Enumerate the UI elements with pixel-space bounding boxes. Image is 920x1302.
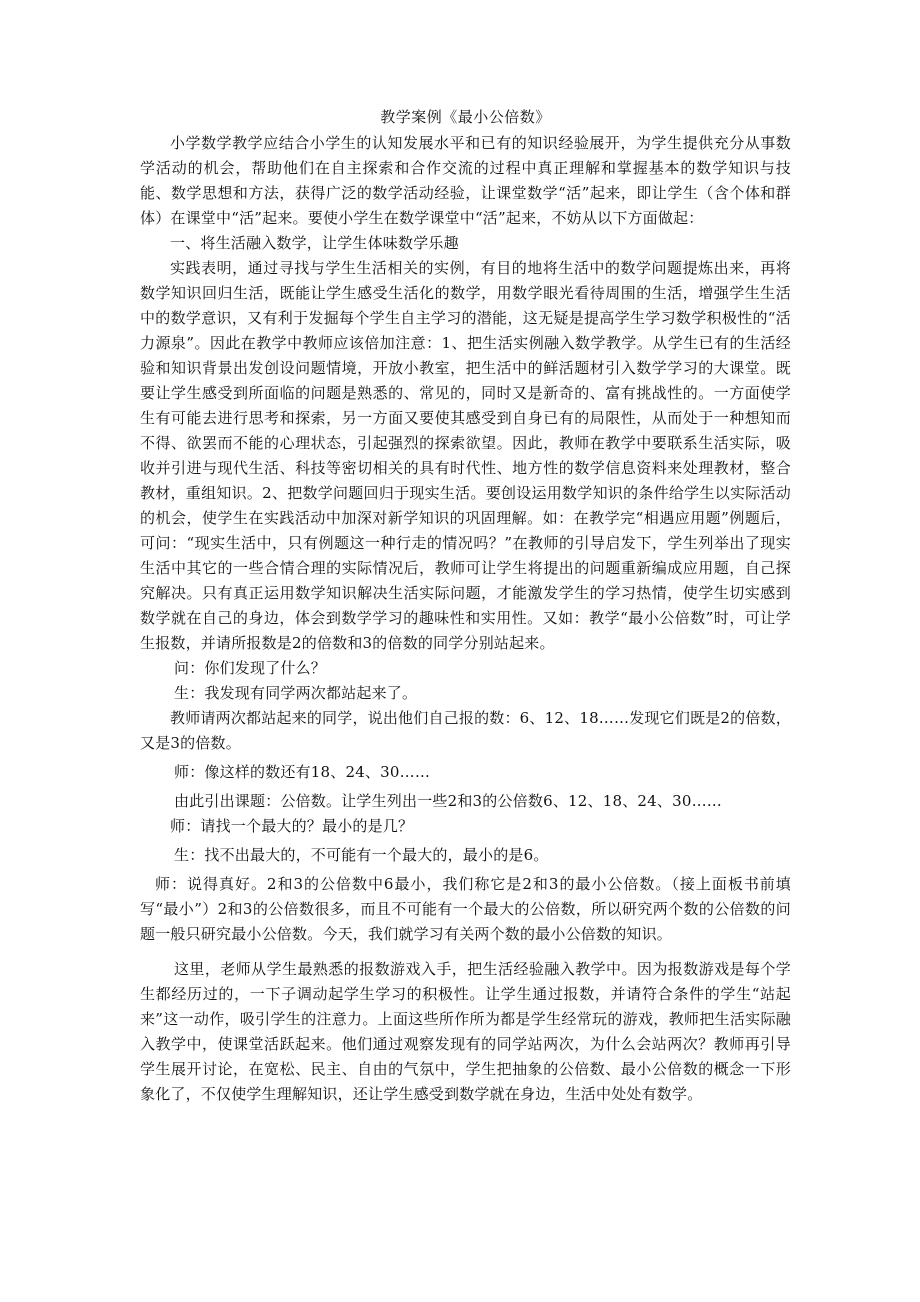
teacher-paragraph-5: 师：说得真好。2和3的公倍数中6最小，我们称它是2和3的最小公倍数。（接上面板书前填写“最小”）2和3的公倍数很多，而且不可能有一个最大的公倍数，所以研究两个数的公倍数的问题一般只研究最小公倍数。今天，我们就学习有关两个数的最小公倍数的知识。 bbox=[140, 875, 791, 943]
section-heading: 一、将生活融入数学，让学生体味数学乐趣 bbox=[170, 234, 459, 252]
summary-paragraph: 这里，老师从学生最熟悉的报数游戏入手，把生活经验融入教学中。因为报数游戏是每个学生都经历过的，一下子调动起学生学习的积极性。让学生通过报数，并请符合条件的学生“站起来”这一动作，吸引学生的注意力。上面这些所作所为都是学生经常玩的游戏，教师把生活实际融入教学中，使课堂活跃起来。他们通过观察发现有的同学站两次，为什么会站两次？教师再引导学生展开讨论，在宽松、民主、自由的气氛中，学生把抽象的公倍数、最小公倍数的概念一下形象化了，不仅使学生理解知识，还让学生感受到数学就在身边，生活中处处有数学。 bbox=[140, 960, 791, 1103]
teacher-paragraph-1: 教师请两次都站起来的同学，说出他们自己报的数：6、12、18……发现它们既是2的倍数，又是3的倍数。 bbox=[140, 709, 791, 752]
teacher-line-2: 师：像这样的数还有18、24、30…… bbox=[174, 763, 431, 781]
dialogue-student-answer-1: 生：我发现有同学两次都站起来了。 bbox=[174, 684, 418, 702]
dialogue-student-answer-2: 生：找不出最大的，不可能有一个最大的，最小的是6。 bbox=[174, 846, 549, 864]
dialogue-question: 问：你们发现了什么？ bbox=[174, 659, 327, 677]
document-title: 教学案例《最小公倍数》 bbox=[380, 108, 551, 126]
document-page bbox=[140, 105, 791, 1107]
teacher-line-4: 师：请找一个最大的？最小的是几？ bbox=[170, 817, 414, 835]
teacher-line-3: 由此引出课题：公倍数。让学生列出一些2和3的公倍数6、12、18、24、30…… bbox=[174, 792, 722, 810]
intro-paragraph: 小学数学教学应结合小学生的认知发展水平和已有的知识经验展开，为学生提供充分从事数学活动的机会，帮助他们在自主探索和合作交流的过程中真正理解和掌握基本的数学知识与技能、数学思想和方法，获得广泛的数学活动经验，让课堂数学“活”起来，即让学生（含个体和群体）在课堂中“活”起来。要使小学生在数学课堂中“活”起来，不妨从以下方面做起： bbox=[140, 134, 791, 227]
body-paragraph: 实践表明，通过寻找与学生生活相关的实例，有目的地将生活中的数学问题提炼出来，再将数学知识回归生活，既能让学生感受生活化的数学，用数学眼光看待周围的生活，增强学生生活中的数学意识，又有利于发掘每个学生自主学习的潜能，这无疑是提高学生学习数学积极性的“活力源泉”。因此在教学中教师应该倍加注意：1、把生活实例融入数学教学。从学生已有的生活经验和知识背景出发创设问题情境，开放小教室，把生活中的鲜活题材引入数学学习的大课堂。既要让学生感受到所面临的问题是熟悉的、常见的，同时又是新奇的、富有挑战性的。一方面使学生有可能去进行思考和探索，另一方面又要使其感受到自身已有的局限性，从而处于一种想知而不得、欲罢而不能的心理状态，引起强烈的探索欲望。因此，教师在教学中要联系生活实际，吸收并引进与现代生活、科技等密切相关的具有时代性、地方性的数学信息资料来处理教材，整合教材，重组知识。2、把数学问题回归于现实生活。要创设运用数学知识的条件给学生以实际活动的机会，使学生在实践活动中加深对新学知识的巩固理解。如：在教学完“相遇应用题”例题后，可问：“现实生活中，只有例题这一种行走的情况吗？”在教师的引导启发下，学生列举出了现实生活中其它的一些合情合理的实际情况后，教师可让学生将提出的问题重新编成应用题，自己探究解决。只有真正运用数学知识解决生活实际问题，才能激发学生的学习热情，使学生切实感到数学就在自己的身边，体会到数学学习的趣味性和实用性。又如：教学“最小公倍数”时，可让学生报数，并请所报数是2的倍数和3的倍数的同学分别站起来。 bbox=[140, 259, 791, 652]
